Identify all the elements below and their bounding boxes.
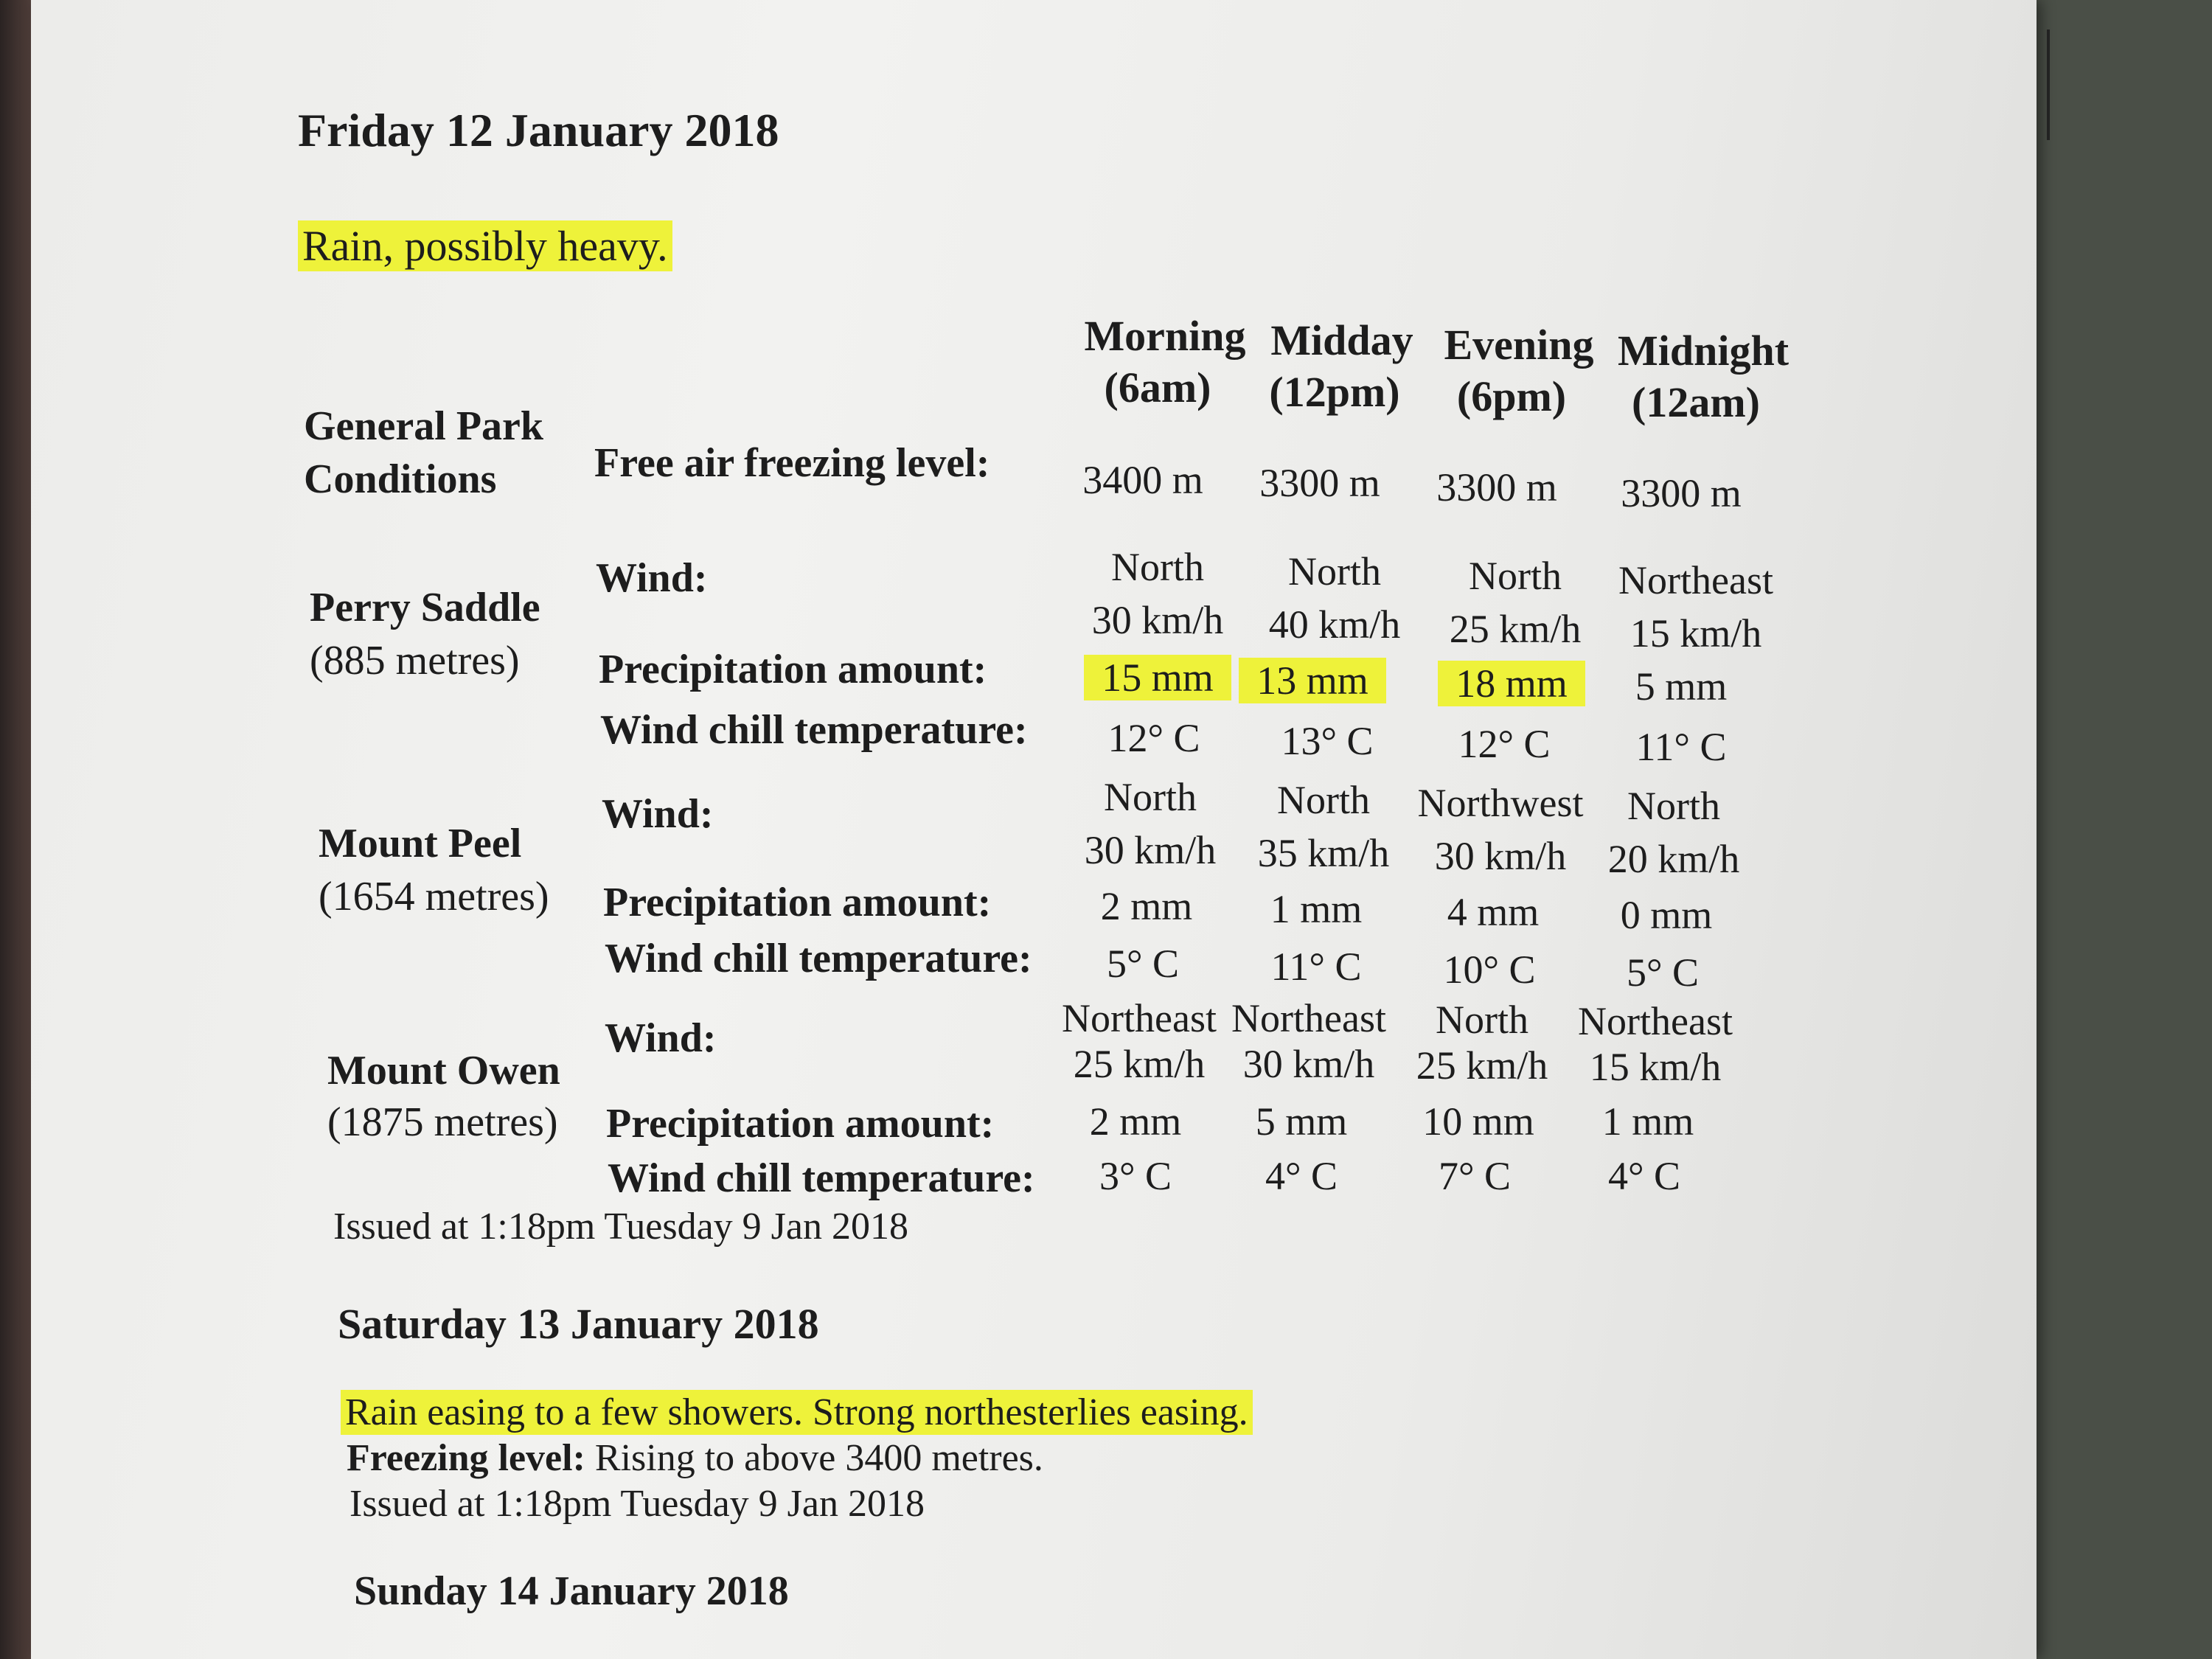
perry-wind-speed-midday: 40 km/h	[1268, 602, 1401, 647]
site-name-mount-peel: Mount Peel	[319, 821, 522, 866]
day1-summary	[298, 221, 672, 271]
day1-date: Friday 12 January 2018	[298, 104, 779, 156]
perry-precip-midday: 13 mm	[1239, 658, 1386, 703]
col-midday-name: Midday	[1270, 316, 1413, 364]
freezing-level-label: Free air freezing level:	[594, 440, 990, 486]
day2-freezing-label: Freezing level:	[347, 1437, 585, 1479]
day2-date: Saturday 13 January 2018	[338, 1300, 819, 1348]
freezing-morning: 3400 m	[1082, 458, 1203, 502]
owen-wind-dir-morning: Northeast	[1062, 996, 1217, 1040]
day2-summary	[341, 1391, 1253, 1434]
owen-precip-midnight: 1 mm	[1601, 1099, 1694, 1144]
site-name-perry-saddle: Perry Saddle	[310, 585, 540, 630]
owen-wind-dir-midday: Northeast	[1231, 996, 1386, 1040]
col-midnight-time: (12am)	[1632, 378, 1760, 426]
perry-wind-speed-midnight: 15 km/h	[1630, 611, 1762, 655]
perry-wind-dir-evening: North	[1469, 554, 1562, 598]
site-altitude-perry-saddle: (885 metres)	[310, 638, 520, 684]
perry-precip-midnight: 5 mm	[1635, 664, 1728, 709]
peel-precip-morning: 2 mm	[1100, 884, 1193, 928]
site-altitude-mount-peel: (1654 metres)	[319, 874, 549, 919]
peel-chill-midday: 11° C	[1270, 945, 1362, 989]
peel-wind-dir-evening: Northwest	[1417, 781, 1584, 825]
peel-precip-label: Precipitation amount:	[603, 880, 992, 925]
perry-wind-dir-morning: North	[1111, 545, 1204, 589]
site-altitude-mount-owen: (1875 metres)	[327, 1099, 558, 1145]
owen-precip-evening: 10 mm	[1422, 1099, 1534, 1144]
perry-chill-midnight: 11° C	[1635, 725, 1727, 769]
general-name-line2: Conditions	[304, 456, 497, 502]
owen-wind-speed-morning: 25 km/h	[1073, 1042, 1206, 1086]
owen-precip-midday: 5 mm	[1255, 1099, 1348, 1144]
owen-chill-morning: 3° C	[1099, 1154, 1172, 1198]
site-name-mount-owen: Mount Owen	[327, 1048, 560, 1093]
owen-wind-dir-evening: North	[1436, 998, 1528, 1042]
peel-precip-midday: 1 mm	[1270, 887, 1363, 931]
perry-precip-evening: 18 mm	[1438, 661, 1585, 706]
freezing-evening: 3300 m	[1436, 465, 1557, 509]
peel-wind-dir-midnight: North	[1627, 784, 1720, 828]
col-evening-time: (6pm)	[1456, 372, 1567, 420]
day1-summary-text: Rain, possibly heavy.	[298, 220, 672, 271]
owen-wind-speed-midday: 30 km/h	[1242, 1042, 1375, 1086]
owen-chill-evening: 7° C	[1438, 1154, 1512, 1198]
col-midnight-name: Midnight	[1617, 327, 1790, 375]
peel-chill-morning: 5° C	[1106, 942, 1180, 986]
peel-chill-label: Wind chill temperature:	[605, 936, 1032, 981]
owen-chill-label: Wind chill temperature:	[608, 1155, 1035, 1201]
peel-wind-speed-midday: 35 km/h	[1257, 831, 1390, 875]
peel-chill-midnight: 5° C	[1626, 950, 1700, 995]
peel-chill-evening: 10° C	[1443, 947, 1536, 992]
owen-wind-label: Wind:	[605, 1015, 717, 1061]
peel-wind-label: Wind:	[602, 791, 714, 837]
perry-wind-speed-morning: 30 km/h	[1091, 598, 1224, 642]
perry-chill-midday: 13° C	[1281, 719, 1374, 763]
peel-precip-evening: 4 mm	[1447, 890, 1540, 934]
day3-date: Sunday 14 January 2018	[354, 1568, 789, 1614]
paper-mark	[2047, 29, 2050, 140]
peel-wind-speed-midnight: 20 km/h	[1607, 837, 1740, 881]
perry-wind-dir-midnight: Northeast	[1618, 558, 1773, 602]
perry-precip-label: Precipitation amount:	[599, 647, 987, 692]
day2-freezing-value: Rising to above 3400 metres.	[585, 1437, 1043, 1479]
peel-wind-dir-midday: North	[1277, 778, 1370, 822]
day2-summary-text: Rain easing to a few showers. Strong northesterlies easing.	[341, 1390, 1253, 1435]
owen-precip-morning: 2 mm	[1089, 1099, 1182, 1144]
perry-chill-morning: 12° C	[1107, 716, 1200, 760]
freezing-midnight: 3300 m	[1621, 471, 1742, 515]
general-name-line1: General Park	[304, 403, 544, 449]
perry-wind-speed-evening: 25 km/h	[1449, 607, 1582, 651]
day2-issued: Issued at 1:18pm Tuesday 9 Jan 2018	[349, 1483, 925, 1525]
freezing-midday: 3300 m	[1259, 461, 1380, 505]
col-morning-name: Morning	[1084, 312, 1246, 360]
perry-wind-dir-midday: North	[1288, 549, 1381, 594]
peel-wind-speed-morning: 30 km/h	[1084, 828, 1217, 872]
owen-chill-midday: 4° C	[1265, 1154, 1338, 1198]
peel-wind-dir-morning: North	[1104, 775, 1197, 819]
day2-freezing	[347, 1436, 1043, 1480]
perry-precip-morning: 15 mm	[1084, 655, 1231, 700]
peel-wind-speed-evening: 30 km/h	[1434, 834, 1567, 878]
peel-precip-midnight: 0 mm	[1620, 893, 1713, 937]
owen-precip-label: Precipitation amount:	[606, 1101, 995, 1147]
perry-wind-label: Wind:	[596, 555, 708, 601]
perry-chill-label: Wind chill temperature:	[600, 707, 1028, 753]
day1-issued: Issued at 1:18pm Tuesday 9 Jan 2018	[333, 1206, 908, 1248]
owen-wind-dir-midnight: Northeast	[1578, 999, 1733, 1043]
col-midday-time: (12pm)	[1269, 368, 1400, 416]
col-evening-name: Evening	[1444, 321, 1594, 369]
owen-wind-speed-midnight: 15 km/h	[1589, 1045, 1722, 1089]
perry-chill-evening: 12° C	[1458, 722, 1551, 766]
owen-wind-speed-evening: 25 km/h	[1416, 1043, 1548, 1088]
owen-chill-midnight: 4° C	[1607, 1154, 1681, 1198]
col-morning-time: (6am)	[1104, 364, 1211, 411]
